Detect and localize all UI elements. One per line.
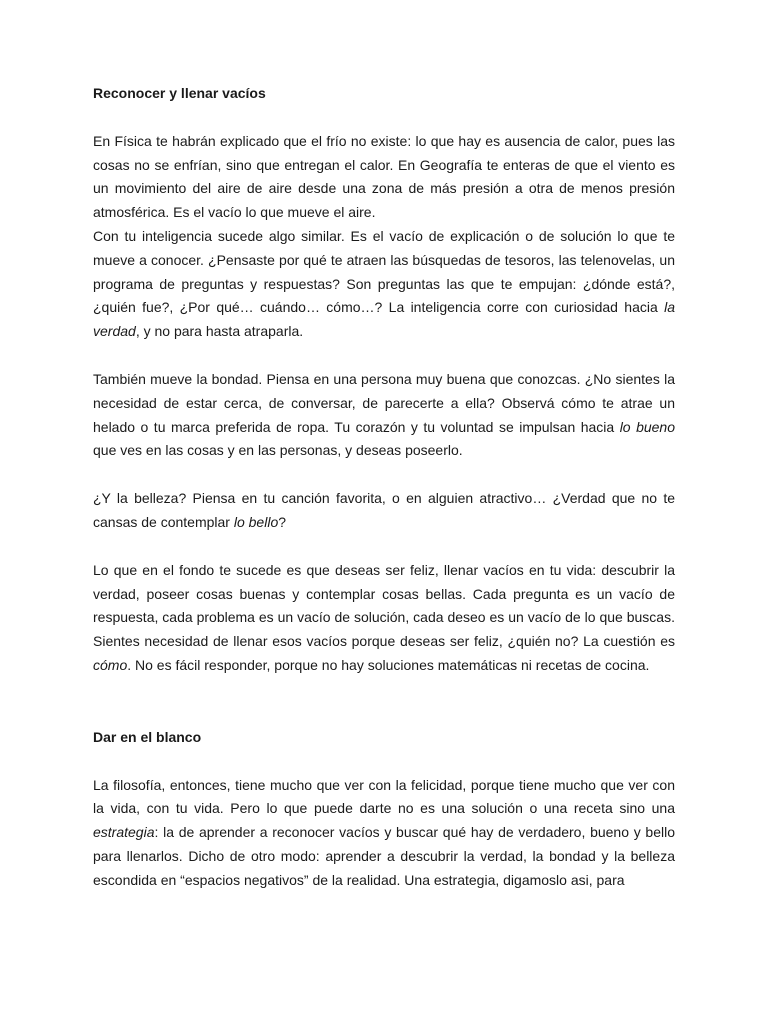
- text-run: ¿Y la belleza? Piensa en tu canción favorita, o en alguien atractivo… ¿Verdad que no te cansas de contemplar: [93, 490, 675, 530]
- emphasis-lo-bueno: lo bueno: [619, 418, 675, 435]
- text-run: La filosofía, entonces, tiene mucho que ver con la felicidad, porque tiene mucho que ver con la vida, con tu vida. Pero lo que puede darte no es una solución o una receta sino una: [93, 776, 675, 817]
- text-run: Con tu inteligencia sucede algo similar. Es el vacío de explicación o de solución lo que te mueve a conocer. ¿Pensaste por qué te atraen las búsquedas de tesoros, las telenovelas, un programa de preguntas y respuestas? Son preguntas las que te empujan: ¿dónde está?, ¿quién fue?, ¿Por qué… cuándo… cómo…? La inteligencia corre con curiosidad hacia: [93, 227, 675, 316]
- emphasis-estrategia: estrategia: [93, 824, 155, 841]
- text-run: ?: [278, 513, 287, 530]
- text-run: También mueve la bondad. Piensa en una persona muy buena que conozcas. ¿No sientes la necesidad de estar cerca, de conversar, de parecerte a ella? Observá cómo te atrae un helado o tu marca preferida de ropa. Tu corazón y tu voluntad se impulsan hacia: [93, 370, 675, 435]
- section-heading-dar-en-el-blanco: Dar en el blanco: [93, 728, 202, 745]
- paragraph-feliz: [93, 559, 675, 678]
- document-page: [93, 82, 675, 893]
- text-run: que ves en las cosas y en las personas, y deseas poseerlo.: [93, 442, 463, 459]
- paragraph-fisica: En Física te habrán explicado que el frío no existe: lo que hay es ausencia de calor, pues las cosas no se enfrían, sino que entregan el calor. En Geografía te enteras de que el viento es un movimiento del aire de aire desde una zona de más presión a otra de menos presión atmosférica. Es el vacío lo que mueve el aire.: [93, 132, 675, 221]
- section-heading-reconocer: Reconocer y llenar vacíos: [93, 85, 266, 101]
- paragraph-bondad: [93, 368, 675, 463]
- emphasis-como: cómo: [93, 656, 128, 673]
- text-run: . No es fácil responder, porque no hay soluciones matemáticas ni recetas de cocina.: [127, 656, 650, 673]
- paragraph-belleza: [93, 487, 675, 535]
- paragraph-inteligencia: [93, 225, 675, 344]
- emphasis-lo-bello: lo bello: [233, 513, 279, 530]
- text-run: : la de aprender a reconocer vacíos y buscar qué hay de verdadero, bueno y bello para llenarlos. Dicho de otro modo: aprender a descubrir la verdad, la bondad y la belleza escondida en “espacios negativos” de la realidad. Una estrategia, digamoslo asi, para: [93, 824, 675, 888]
- text-run: Lo que en el fondo te sucede es que deseas ser feliz, llenar vacíos en tu vida: descubrir la verdad, poseer cosas buenas y contemplar cosas bellas. Cada pregunta es un vacío de respuesta, cada problema es un vacío de solución, cada deseo es un vacío de lo que buscas. Sientes necesidad de llenar esos vacíos porque deseas ser feliz, ¿quién no? La cuestión es: [93, 561, 675, 650]
- paragraph-filosofia: [93, 774, 675, 893]
- emphasis-la-verdad: la verdad: [93, 299, 675, 340]
- text-run: , y no para hasta atraparla.: [135, 323, 304, 340]
